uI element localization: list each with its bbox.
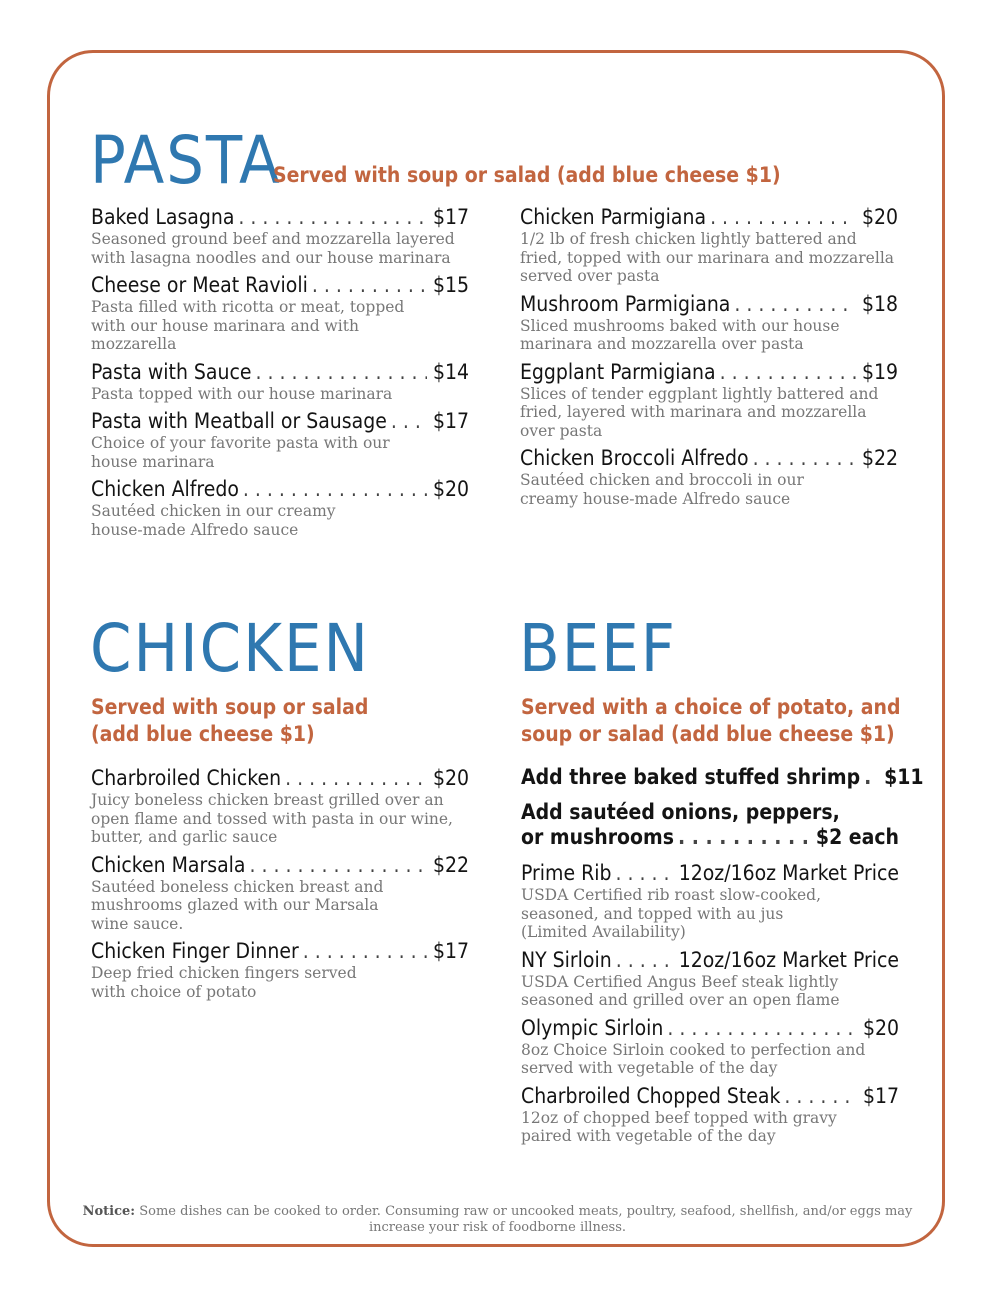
leader-dots [250,853,427,877]
item-price: 12oz/16oz Market Price [678,947,899,972]
item-name: Chicken Broccoli Alfredo [520,446,749,470]
chicken-subtitle [91,694,368,748]
item-name: Eggplant Parmigiana [520,359,716,384]
item-name: Prime Rib [521,861,612,885]
addon-price: $2 each [815,825,899,849]
menu-item [91,273,469,354]
leader-dots [615,861,672,885]
item-name: NY Sirloin [521,947,612,972]
item-price: $17 [432,939,469,963]
menu-item [91,939,469,1001]
leader-dots [243,477,427,501]
leader-dots [710,205,856,229]
menu-item [91,409,469,471]
item-price: $19 [861,359,898,384]
item-description: Pasta filled with ricotta or meat, topped with our house marinara and with mozzarella [91,298,405,353]
chicken-list [91,766,469,1007]
item-description: Seasoned ground beef and mozzarella layered with lasagna noodles and our house marinara [91,230,455,267]
menu-item [521,861,899,942]
item-name: Mushroom Parmigiana [520,291,731,316]
beef-subtitle-line: soup or salad (add blue cheese $1) [521,722,895,746]
item-name: Charbroiled Chopped Steak [521,1083,781,1108]
notice-label: Notice: [82,1204,136,1219]
leader-dots [391,409,427,433]
item-name: Pasta with Sauce [91,359,252,384]
chicken-subtitle-line: (add blue cheese $1) [91,722,315,746]
item-name: Olympic Sirloin [521,1015,664,1040]
pasta-heading: PASTA [90,122,282,199]
item-name: Pasta with Meatball or Sausage [91,409,387,433]
item-price: $17 [862,1083,899,1108]
leader-dots [734,292,856,316]
item-description: USDA Certified Angus Beef steak lightly seasoned and grilled over an open flame [521,972,840,1009]
item-price: $15 [432,273,469,297]
item-name: Chicken Parmigiana [520,205,707,229]
addon-shrimp [521,765,924,789]
menu-item [91,205,469,267]
addon-vegetables [521,799,899,849]
beef-subtitle-line: Served with a choice of potato, and [521,695,901,719]
item-price: $20 [432,477,469,501]
pasta-left-list [91,205,469,545]
item-description: 1/2 lb of fresh chicken lightly battered and fried, topped with our marinara and mozzarella served over pasta [520,230,895,285]
beef-subtitle [521,694,901,748]
leader-dots [864,765,878,789]
addon-price: $11 [884,765,924,789]
leader-dots [238,205,427,229]
leader-dots [667,1016,857,1040]
addon-name-cont: or mushrooms [521,825,674,849]
pasta-subtitle: Served with soup or salad (add blue cheese $1) [273,163,781,187]
menu-item [520,292,898,354]
item-description: Deep fried chicken fingers served with choice of potato [91,964,357,1001]
item-description: USDA Certified rib roast slow-cooked, seasoned, and topped with au jus (Limited Availability) [521,886,822,941]
leader-dots [678,825,810,849]
beef-heading: BEEF [519,610,677,687]
pasta-right-list [520,205,898,514]
item-price: $20 [861,205,898,229]
menu-item [521,1016,899,1078]
menu-item [91,853,469,934]
leader-dots [784,1084,857,1108]
item-description: Choice of your favorite pasta with our house marinara [91,434,390,471]
item-price: $18 [861,291,898,316]
menu-item [521,1084,899,1146]
item-price: $20 [862,1015,899,1040]
item-description: Sautéed chicken and broccoli in our creamy house-made Alfredo sauce [520,471,804,508]
item-name: Chicken Marsala [91,852,246,877]
menu-item [521,948,899,1010]
allergy-notice [80,1204,915,1236]
menu-item [520,446,898,508]
notice-text: Some dishes can be cooked to order. Consuming raw or uncooked meats, poultry, seafood, shellfish, and/or eggs may increase your risk of foodborne illness. [139,1204,913,1235]
item-name: Charbroiled Chicken [91,766,282,790]
item-description: Pasta topped with our house marinara [91,384,393,403]
beef-list [521,765,924,1152]
item-name: Chicken Finger Dinner [91,939,299,963]
leader-dots [616,948,673,972]
item-price: $14 [432,359,469,384]
item-name: Chicken Alfredo [91,477,239,501]
item-name: Baked Lasagna [91,205,235,229]
item-price: $17 [432,205,469,229]
item-description: Sautéed boneless chicken breast and mushrooms glazed with our Marsala wine sauce. [91,877,384,933]
menu-item [520,205,898,286]
leader-dots [256,360,427,384]
item-price: 12oz/16oz Market Price [678,861,899,885]
addon-name: Add sautéed onions, peppers, [521,800,840,824]
leader-dots [753,446,856,470]
item-price: $17 [432,409,469,433]
leader-dots [312,273,427,297]
menu-item [520,360,898,441]
item-description: 12oz of chopped beef topped with gravy paired with vegetable of the day [521,1108,837,1145]
item-description: Sliced mushrooms baked with our house marinara and mozzarella over pasta [520,316,840,353]
addon-name: Add three baked stuffed shrimp [521,765,861,789]
leader-dots [285,766,427,790]
item-price: $22 [432,852,469,877]
menu-item [91,360,469,404]
item-description: Slices of tender eggplant lightly battered and fried, layered with marinara and mozzarella over pasta [520,384,879,440]
item-price: $20 [432,766,469,790]
leader-dots [303,939,427,963]
menu-item [91,766,469,847]
menu-item [91,477,469,539]
item-description: Sautéed chicken in our creamy house-made Alfredo sauce [91,502,336,539]
chicken-subtitle-line: Served with soup or salad [91,695,369,719]
item-description: Juicy boneless chicken breast grilled over an open flame and tossed with pasta in our wine, butter, and garlic sauce [91,791,453,846]
item-name: Cheese or Meat Ravioli [91,273,308,297]
item-price: $22 [861,446,898,470]
chicken-heading: CHICKEN [90,610,370,687]
item-description: 8oz Choice Sirloin cooked to perfection and served with vegetable of the day [521,1040,866,1077]
leader-dots [720,360,856,384]
